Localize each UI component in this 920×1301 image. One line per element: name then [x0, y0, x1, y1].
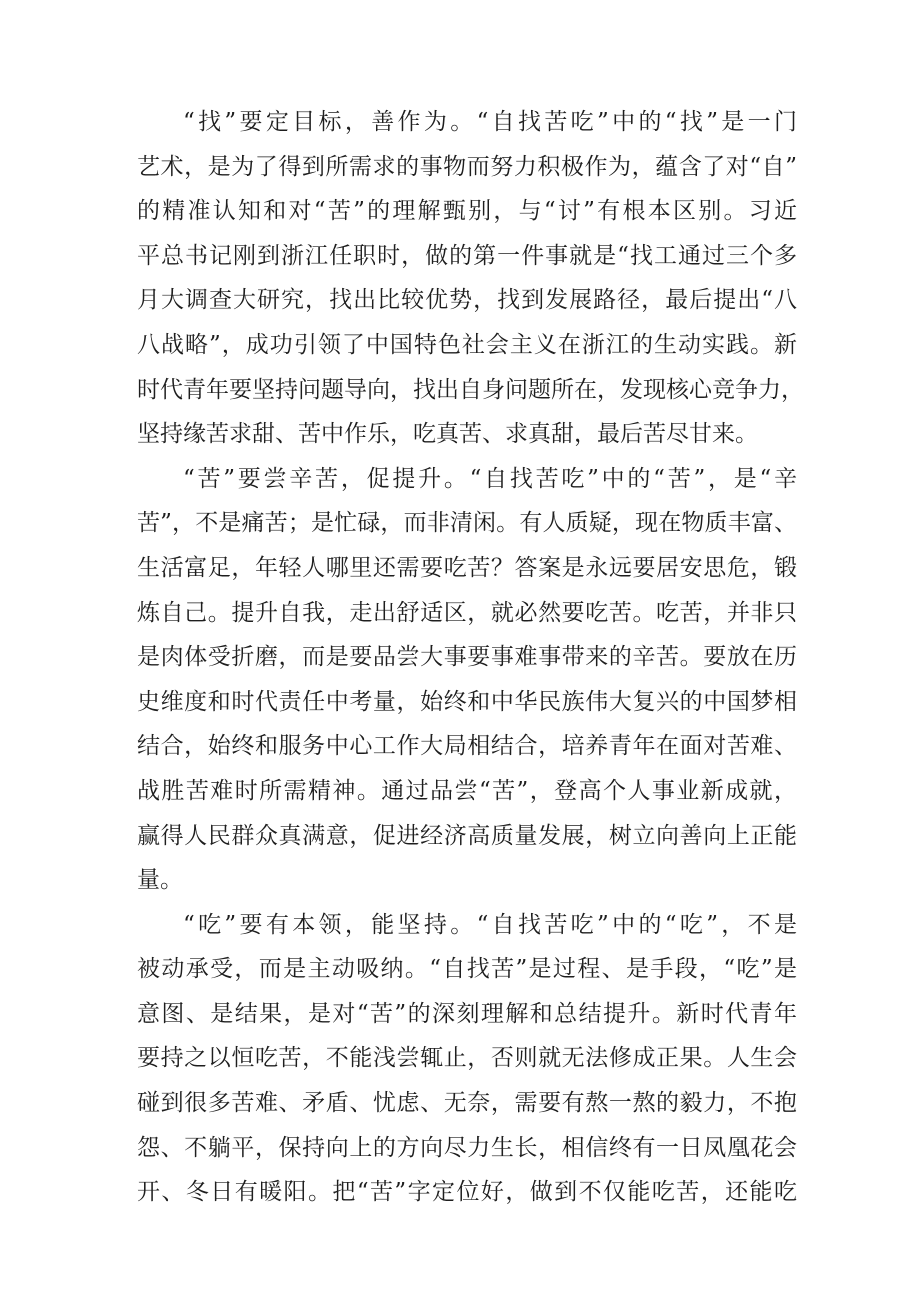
paragraph-line: 艺术，是为了得到所需求的事物而努力积极作为，蕴含了对“自” [137, 153, 797, 180]
paragraph-line: 被动承受，而是主动吸纳。“自找苦”是过程、是手段，“吃”是 [137, 956, 797, 983]
paragraph-eat [137, 903, 797, 1215]
paragraph-line: 生活富足，年轻人哪里还需要吃苦？答案是永远要居安思危，锻 [137, 554, 797, 581]
paragraph-line: “苦”要尝辛苦，促提升。“自找苦吃”中的“苦”，是“辛 [183, 465, 797, 492]
paragraph-line: 苦”，不是痛苦；是忙碌，而非清闲。有人质疑，现在物质丰富、 [137, 510, 797, 537]
paragraph-line: 时代青年要坚持问题导向，找出自身问题所在，发现核心竞争力， [137, 376, 804, 403]
paragraph-bitter [137, 457, 797, 903]
paragraph-line: 赢得人民群众真满意，促进经济高质量发展，树立向善向上正能 [137, 822, 797, 849]
paragraph-line: 坚持缘苦求甜、苦中作乐，吃真苦、求真甜，最后苦尽甘来。 [137, 421, 758, 448]
paragraph-line: 意图、是结果，是对“苦”的深刻理解和总结提升。新时代青年 [137, 1000, 797, 1027]
paragraph-line: 战胜苦难时所需精神。通过品尝“苦”，登高个人事业新成就， [137, 777, 797, 804]
paragraph-line: 月大调查大研究，找出比较优势，找到发展路径，最后提出“八 [137, 287, 797, 314]
paragraph-line: 八战略”，成功引领了中国特色社会主义在浙江的生动实践。新 [137, 331, 797, 358]
paragraph-line: 怨、不躺平，保持向上的方向尽力生长，相信终有一日凤凰花会 [137, 1134, 797, 1161]
paragraph-line: 量。 [137, 867, 183, 894]
paragraph-line: “吃”要有本领，能坚持。“自找苦吃”中的“吃”，不是 [183, 911, 797, 938]
paragraph-line: “找”要定目标，善作为。“自找苦吃”中的“找”是一门 [183, 109, 797, 135]
paragraph-find [137, 100, 804, 457]
paragraph-line: 炼自己。提升自我，走出舒适区，就必然要吃苦。吃苦，并非只 [137, 599, 797, 626]
paragraph-line: 结合，始终和服务中心工作大局相结合，培养青年在面对苦难、 [137, 733, 797, 760]
paragraph-line: 史维度和时代责任中考量，始终和中华民族伟大复兴的中国梦相 [137, 688, 797, 715]
paragraph-line: 的精准认知和对“苦”的理解甄别，与“讨”有根本区别。习近 [137, 198, 797, 225]
paragraph-line: 平总书记刚到浙江任职时，做的第一件事就是“找工通过三个多 [137, 242, 797, 269]
paragraph-line: 要持之以恒吃苦，不能浅尝辄止，否则就无法修成正果。人生会 [137, 1045, 797, 1072]
paragraph-line: 碰到很多苦难、矛盾、忧虑、无奈，需要有熬一熬的毅力，不抱 [137, 1090, 797, 1117]
paragraph-line: 开、冬日有暖阳。把“苦”字定位好，做到不仅能吃苦，还能吃 [137, 1179, 797, 1206]
paragraph-line: 是肉体受折磨，而是要品尝大事要事难事带来的辛苦。要放在历 [137, 644, 797, 671]
document-body [137, 100, 804, 1215]
